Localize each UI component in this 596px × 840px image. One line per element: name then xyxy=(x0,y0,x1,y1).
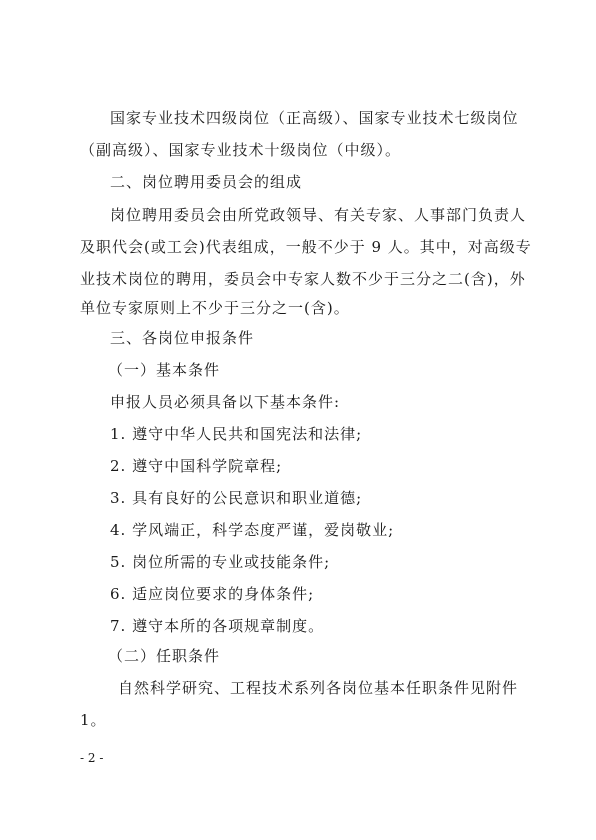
list-item: 5. 岗位所需的专业或技能条件; xyxy=(110,553,331,571)
paragraph-line: 岗位聘用委员会由所党政领导、有关专家、人事部门负责人 xyxy=(110,206,527,224)
list-item: 6. 适应岗位要求的身体条件; xyxy=(110,585,315,603)
section-heading: 二、岗位聘用委员会的组成 xyxy=(110,173,303,191)
list-item: 4. 学风端正，科学态度严谨，爱岗敬业; xyxy=(110,521,395,539)
paragraph-line: 自然科学研究、工程技术系列各岗位基本任职条件见附件 xyxy=(118,679,519,697)
list-item: 1. 遵守中华人民共和国宪法和法律; xyxy=(110,425,363,443)
list-item: 2. 遵守中国科学院章程; xyxy=(110,457,283,475)
paragraph-line: 1。 xyxy=(80,711,107,729)
paragraph-line: 及职代会(或工会)代表组成，一般不少于 9 人。其中，对高级专 xyxy=(80,238,532,256)
subsection-heading: （二）任职条件 xyxy=(108,647,221,665)
paragraph-line: 单位专家原则上不少于三分之一(含)。 xyxy=(80,299,350,317)
paragraph-line: 国家专业技术四级岗位（正高级）、国家专业技术七级岗位 xyxy=(110,109,519,127)
subsection-heading: （一）基本条件 xyxy=(108,361,221,379)
page-number: - 2 - xyxy=(80,751,104,765)
list-item: 7. 遵守本所的各项规章制度。 xyxy=(110,617,325,635)
paragraph-line: 申报人员必须具备以下基本条件: xyxy=(110,393,341,411)
paragraph-line: （副高级）、国家专业技术十级岗位（中级）。 xyxy=(80,141,402,159)
list-item: 3. 具有良好的公民意识和职业道德; xyxy=(110,489,363,507)
paragraph-line: 业技术岗位的聘用，委员会中专家人数不少于三分之二(含)，外 xyxy=(80,270,526,288)
section-heading: 三、各岗位申报条件 xyxy=(110,329,255,347)
